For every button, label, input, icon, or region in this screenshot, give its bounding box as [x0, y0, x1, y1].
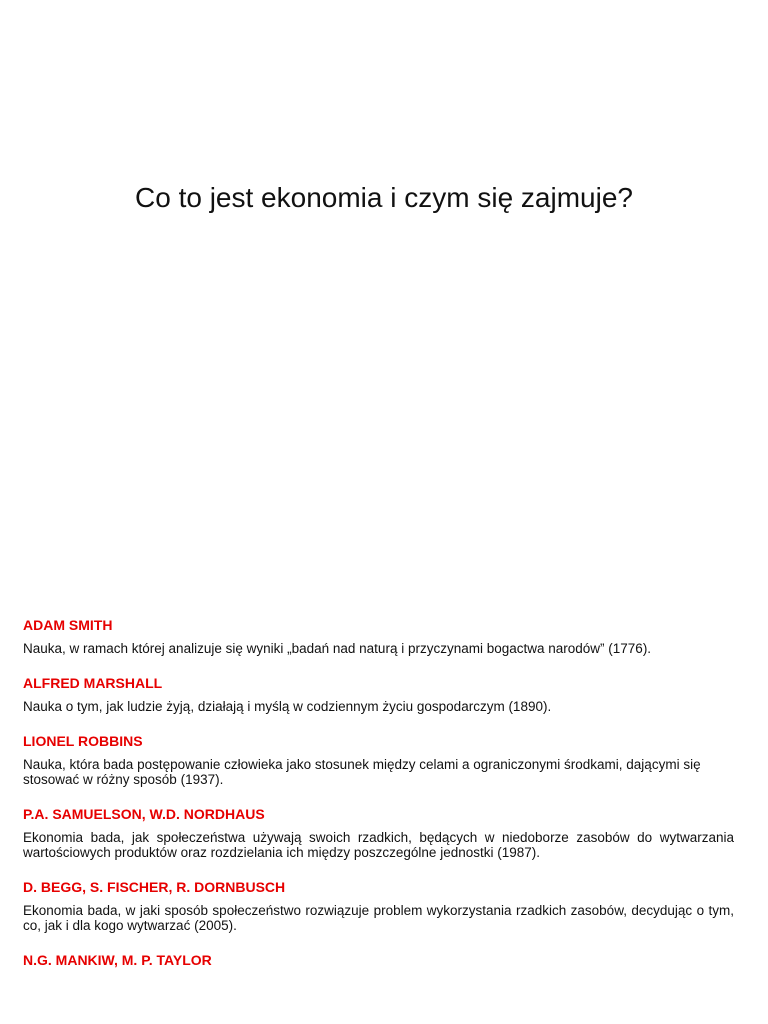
definition-entry: [23, 617, 734, 656]
entry-author: D. BEGG, S. FISCHER, R. DORNBUSCH: [23, 879, 286, 895]
definition-entry: [23, 879, 734, 933]
entry-author: ALFRED MARSHALL: [23, 675, 163, 691]
page-title: Co to jest ekonomia i czym się zajmuje?: [135, 182, 633, 213]
entry-text: Nauka, która bada postępowanie człowieka jako stosunek między celami a ograniczonymi środkami, dającymi się stosować w różny sposób (1937).: [23, 757, 701, 787]
definition-entry: [23, 806, 734, 860]
entry-author: P.A. SAMUELSON, W.D. NORDHAUS: [23, 806, 265, 822]
definitions-list: [23, 617, 734, 988]
definition-entry: [23, 952, 734, 969]
entry-author: LIONEL ROBBINS: [23, 733, 143, 749]
entry-author: ADAM SMITH: [23, 617, 113, 633]
entry-text: Ekonomia bada, w jaki sposób społeczeństwo rozwiązuje problem wykorzystania rzadkich zasobów, decydując o tym, co, jak i dla kogo wytwarzać (2005).: [23, 903, 734, 933]
entry-text: Nauka o tym, jak ludzie żyją, działają i myślą w codziennym życiu gospodarczym (1890).: [23, 699, 552, 714]
entry-author: N.G. MANKIW, M. P. TAYLOR: [23, 952, 212, 968]
definition-entry: [23, 675, 734, 714]
entry-text: Ekonomia bada, jak społeczeństwa używają swoich rzadkich, będących w niedoborze zasobów do wytwarzania wartościowych produktów oraz rozdzielania ich między poszczególne jednostki (1987).: [23, 830, 734, 860]
definition-entry: [23, 733, 734, 787]
entry-text: Nauka, w ramach której analizuje się wyniki „badań nad naturą i przyczynami bogactwa narodów” (1776).: [23, 641, 652, 656]
